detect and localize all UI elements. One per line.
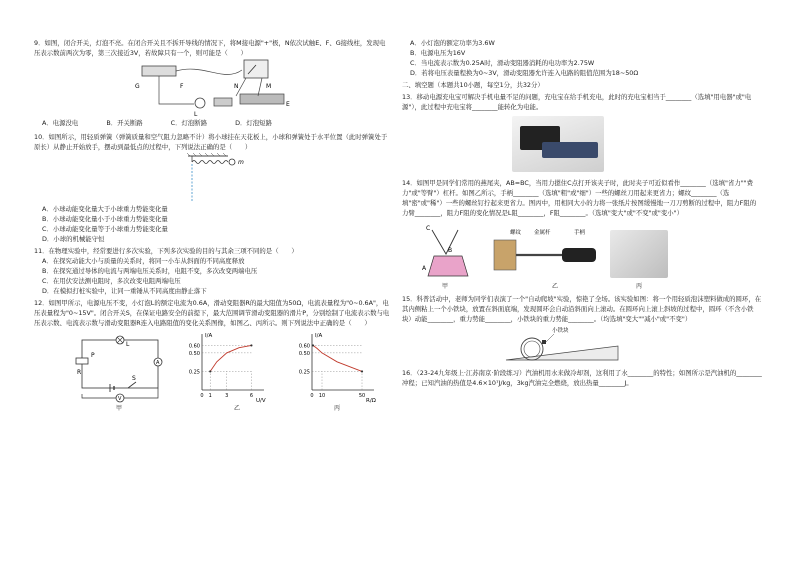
chart-bing-x-tick-2: 50 [358, 393, 366, 399]
figure-caption-bing: 丙 [334, 405, 341, 412]
binder-clip-figure [422, 220, 482, 286]
switch-label-S: S [132, 375, 136, 382]
question-11-text: 11．在物理实验中，经常要进行多次实验，下列多次实验的目的与其余三项不同的是（ ） [34, 247, 298, 255]
question-9 [34, 38, 390, 128]
wood-block [494, 240, 516, 270]
figure-caption-jia: 甲 [116, 405, 123, 412]
clip-label-A: A [422, 265, 427, 272]
powerbank-phone-photo [512, 116, 604, 172]
ring-inner [524, 341, 540, 357]
chart-yi-y-tick-2: 0.60 [188, 343, 200, 350]
q12-option-a[interactable]: A．小灯泡的额定功率为3.6W [410, 39, 495, 47]
q12-option-d[interactable]: D．若将电压表量程换为0~3V，滑动变阻器允许连入电路的阻值范围为18~50Ω [410, 69, 639, 77]
q11-option-a[interactable]: A．在探究动能大小与质量的关系时，将同一小车从斜面的不同高度释放 [42, 257, 245, 265]
question-13-text: 13．移动电源充电宝可解决手机电量不足的问题，充电宝在给手机充电，此时的充电宝相当于________（选填"用电器"或"电源"），此过程中充电宝将________能转化为电能。 [402, 93, 752, 111]
question-12-text: 12．如图甲所示，电源电压不变，小灯泡L的额定电流为0.6A，滑动变阻器R的最大阻值为50Ω，电流表量程为"0~0.6A"，电压表量程为"0~15V"。闭合开关S，在保证电路安全的前提下，最大范围调节滑动变阻器的滑片P，分别绘制了电流表示数与电压表示数、电流表示数与滑动变阻器R连入电路阻值的变化关系图像，如图乙、丙所示。则下列说法中正确的是（ ） [34, 299, 390, 327]
circuit-jia [74, 334, 166, 404]
chart-yi-point-0 [209, 370, 211, 372]
wire-2 [159, 76, 194, 104]
question-14-figures [402, 220, 762, 292]
slider-label-P: P [91, 352, 95, 359]
question-15-figure [402, 324, 762, 364]
q12-option-b[interactable]: B．电源电压为16V [410, 49, 466, 57]
q12-option-c[interactable]: C．当电流表示数为0.25A时，滑动变阻器消耗的电功率为2.75W [410, 59, 595, 67]
q11-option-c[interactable]: C．在用伏安法测电阻时，多次改变电阻两端电压 [42, 277, 181, 285]
chart-yi-x-tick-3: 6 [249, 393, 254, 399]
chart-bing-series-line [313, 345, 362, 371]
label-E: E [286, 101, 290, 108]
screwdriver-handle [562, 248, 596, 262]
circuit-diagram [134, 58, 294, 118]
q9-option-a[interactable]: A．电源没电 [42, 119, 79, 127]
chart-bing-point-0 [312, 344, 314, 346]
bulb [195, 98, 205, 108]
question-9-options [42, 118, 390, 128]
caption-yi: 乙 [552, 283, 559, 290]
chart-yi-y-label: I/A [205, 333, 213, 339]
ammeter-label-A: A [156, 360, 160, 366]
chart-current-vs-voltage [180, 330, 270, 404]
label-L: L [194, 111, 198, 118]
chart-bing-y-tick-1: 0.50 [298, 350, 310, 357]
circuit-loop [82, 340, 158, 388]
question-10-text: 10．如图所示，用轻质弹簧（弹簧质量和空气阻力忽略不计）将小球挂在天花板上，小球和弹簧处于水平位置（此时弹簧处于原长）从静止开始放手，摆动到最低点的过程中，下列说法正确的是（ ） [34, 133, 388, 151]
clip-label-C: C [426, 225, 431, 232]
iron-block-label: 小铁块 [552, 328, 569, 334]
chart-yi-x-tick-0: 0 [200, 393, 204, 399]
question-14-text: 14．如图甲是同学们常用的燕尾夹，AB=BC，当用力摁住C点打开该夹子时，此时夹子可近似看作________（选填"省力""费力"或"等臂"）杠杆。如图乙所示，手柄________（选填"粗"或"细"）一些的螺丝刀用起来更省力；螺纹________（选填"密"或"稀"）一些的螺丝钉拧起来更省力。图丙中，用相同大小的力将一张纸片按图缓慢地一刀刀剪断的过程中，阻力F阻的力臂________，阻力F阻的变化情况是L阻________，F阻________。（选填"变大"或"不变"或"变小"） [402, 179, 757, 217]
switch [214, 98, 232, 106]
ball-mass-label: m [238, 159, 244, 166]
chart-bing-point-1 [361, 370, 363, 372]
q9-option-c[interactable]: C．灯泡断路 [170, 119, 208, 127]
caption-bing: 丙 [636, 283, 643, 290]
figure-caption-yi: 乙 [234, 405, 241, 412]
voltmeter-label-V: V [118, 396, 122, 402]
voltmeter [244, 60, 268, 78]
chart-yi-x-tick-1: 1 [208, 393, 212, 399]
q10-option-c[interactable]: C．小球动能变化量等于小球重力势能变化量 [42, 225, 168, 233]
left-column [34, 38, 390, 412]
clip-label-B: B [448, 247, 453, 254]
q10-option-a[interactable]: A．小球动能变化量大于小球重力势能变化量 [42, 205, 168, 213]
ramp-ring-figure [502, 324, 622, 364]
screwdriver-figure [492, 220, 602, 286]
iron-block [542, 340, 546, 344]
chart-bing-x-label: R/Ω [366, 398, 376, 404]
q11-option-b[interactable]: B．在探究通过导体的电流与两端电压关系时，电阻不变，多次改变两端电压 [42, 267, 258, 275]
label-thread: 螺纹 [510, 230, 522, 236]
chart-bing-x-tick-1: 10 [318, 393, 326, 399]
q9-option-b[interactable]: B．开关断路 [106, 119, 143, 127]
question-9-text: 9．如图，闭合开关，灯泡不亮。在闭合开关且不拆开导线的情况下，将M接电源"+"极，N依次试触E、F、G接线柱，发现电压表示数前两次为零，第三次接近3V，若故障只有一个，则可能是（ ） [34, 39, 386, 57]
scissors-paper-photo [610, 230, 668, 278]
label-metal-rod: 金属杆 [534, 230, 551, 236]
label-N: N [234, 83, 239, 90]
label-F: F [180, 83, 184, 90]
question-10 [34, 132, 390, 244]
chart-bing-y-tick-2: 0.60 [298, 343, 310, 350]
q10-option-d[interactable]: D．小球的机械能守恒 [42, 235, 105, 243]
question-10-figure [34, 152, 390, 204]
question-11 [34, 246, 390, 296]
chart-yi-x-tick-2: 3 [225, 393, 229, 399]
rheostat-icon [76, 358, 88, 364]
chart-yi-x-label: U/V [256, 398, 266, 404]
q9-option-d[interactable]: D．灯泡短路 [235, 119, 272, 127]
phone-image [542, 142, 598, 158]
rheostat [240, 94, 284, 104]
slope [506, 346, 618, 360]
question-13-figure [402, 114, 762, 176]
chart-bing-x-tick-0: 0 [310, 393, 314, 399]
question-9-figure [34, 58, 390, 118]
iron-label-leader [546, 334, 554, 342]
section-2-heading: 二、填空题（本题共10小题，每空1分，共32分） [402, 81, 544, 89]
wire-1 [176, 69, 242, 74]
rheostat-label-R: R [77, 369, 82, 376]
spring [192, 161, 228, 164]
label-M: M [266, 83, 272, 90]
battery-box [142, 66, 176, 76]
chart-bing-y-tick-0: 0.25 [298, 369, 310, 376]
switch-blade [128, 382, 136, 388]
q11-option-d[interactable]: D．在模拟打桩实验中，让同一重锤从不同高度由静止落下 [42, 287, 207, 295]
spring-ball-diagram [184, 152, 264, 204]
ball [229, 159, 235, 165]
chart-yi-series-line [210, 345, 251, 371]
right-column [402, 38, 762, 388]
caption-jia: 甲 [442, 283, 449, 290]
lamp-label-L: L [126, 341, 130, 348]
clip-body [428, 256, 468, 276]
chart-bing-y-label: I/A [315, 333, 323, 339]
question-15-text: 15．科普活动中，老师为同学们表演了一个"自动爬坡"实验，惊艳了全场。该实验如图：将一个用轻质泡沫塑料做成的圆环，在其内侧粘上一个小铁块，放置在斜面底端，发现圆环会自动沿斜面向上滚动。在圆环向上滚上斜坡的过程中，圆环（不含小铁块）动能________，重力势能________，小铁块的重力势能________。（均选填"变大""减小"或"不变"） [402, 295, 762, 323]
question-16-text: 16．（23-24九年级上·江苏南京·阶段练习）汽油机用水来做冷却剂，这利用了水________的特性；如图所示是汽油机的________冲程；已知汽油的热值是4.6×10⁷J/kg，3kg汽油完全燃烧，放出热量________J。 [402, 369, 762, 387]
chart-yi-y-tick-1: 0.50 [188, 350, 200, 357]
question-12-figures [34, 330, 390, 412]
label-handle: 手柄 [574, 230, 586, 236]
q10-option-b[interactable]: B．小球动能变化量小于小球重力势能变化量 [42, 215, 168, 223]
chart-yi-point-1 [250, 344, 252, 346]
question-12 [34, 298, 390, 412]
chart-current-vs-resistance [290, 330, 380, 404]
probe-wires [236, 78, 262, 96]
clip-handle [432, 230, 458, 254]
label-G: G [135, 83, 140, 90]
chart-yi-y-tick-0: 0.25 [188, 369, 200, 376]
